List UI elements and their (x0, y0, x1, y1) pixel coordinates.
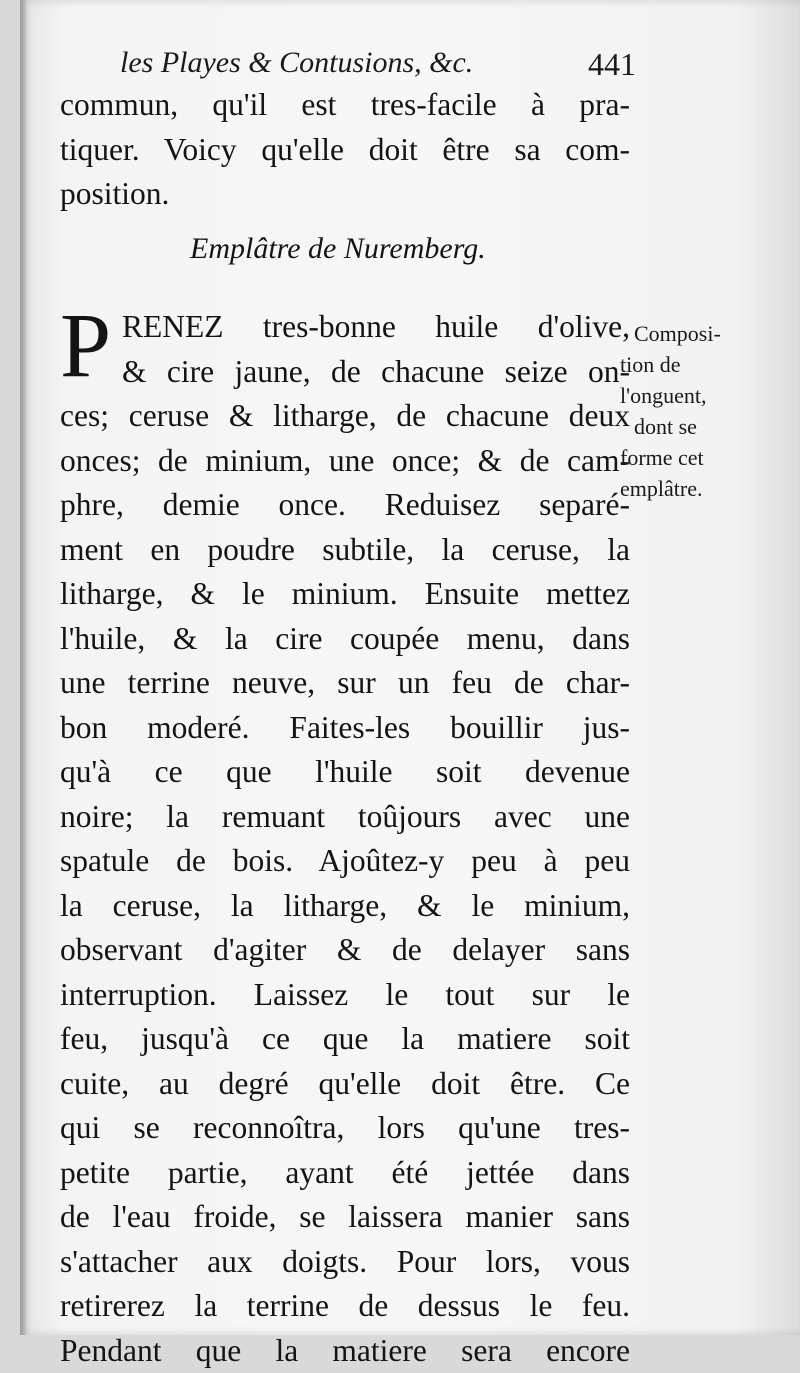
text-line: ment en poudre subtile, la ceruse, la (60, 528, 630, 573)
text-line: l'huile, & la cire coupée menu, dans (60, 617, 630, 662)
margin-note-line: forme cet (620, 442, 790, 473)
text-line: retirerez la terrine de dessus le feu. (60, 1284, 630, 1329)
text-line: RENEZ tres-bonne huile d'olive, (122, 305, 630, 350)
text-line: petite partie, ayant été jettée dans (60, 1151, 630, 1196)
text-line: une terrine neuve, sur un feu de char- (60, 661, 630, 706)
margin-note-line: tion de (620, 349, 790, 380)
text-line: la ceruse, la litharge, & le minium, (60, 884, 630, 929)
text-line: ces; ceruse & litharge, de chacune deux (60, 394, 630, 439)
text-line: commun, qu'il est tres-facile à pra- (60, 83, 630, 128)
text-line: observant d'agiter & de delayer sans (60, 928, 630, 973)
text-line: bon moderé. Faites-les bouillir jus- (60, 706, 630, 751)
margin-note (620, 318, 790, 504)
text-line: noire; la remuant toûjours avec une (60, 795, 630, 840)
margin-note-line: Composi- (620, 318, 790, 349)
text-line: onces; de minium, une once; & de cam- (60, 439, 630, 484)
drop-cap: P (60, 299, 111, 391)
text-line: de l'eau froide, se laissera manier sans (60, 1195, 630, 1240)
text-line: interruption. Laissez le tout sur le (60, 973, 630, 1018)
text-line: spatule de bois. Ajoûtez-y peu à peu (60, 839, 630, 884)
recipe-paragraph (60, 305, 630, 1373)
book-page (20, 0, 800, 1335)
text-line: s'attacher aux doigts. Pour lors, vous (60, 1240, 630, 1285)
text-line: position. (60, 172, 630, 217)
text-line: phre, demie once. Reduisez separé- (60, 483, 630, 528)
margin-note-line: emplâtre. (620, 473, 790, 504)
text-line: litharge, & le minium. Ensuite mettez (60, 572, 630, 617)
margin-note-line: dont se (620, 411, 790, 442)
section-title: Emplâtre de Nuremberg. (190, 232, 486, 266)
text-line: qui se reconnoîtra, lors qu'une tres- (60, 1106, 630, 1151)
lead-paragraph (60, 83, 630, 217)
text-line: qu'à ce que l'huile soit devenue (60, 750, 630, 795)
text-line: Pendant que la matiere sera encore (60, 1329, 630, 1373)
running-head: les Playes & Contusions, &c. (120, 46, 473, 80)
text-line: cuite, au degré qu'elle doit être. Ce (60, 1062, 630, 1107)
text-line: feu, jusqu'à ce que la matiere soit (60, 1017, 630, 1062)
margin-note-line: l'onguent, (620, 380, 790, 411)
page-number: 441 (588, 46, 636, 83)
dropcap-block (60, 305, 630, 394)
text-line: tiquer. Voicy qu'elle doit être sa com- (60, 128, 630, 173)
text-line: & cire jaune, de chacune seize on- (122, 350, 630, 395)
